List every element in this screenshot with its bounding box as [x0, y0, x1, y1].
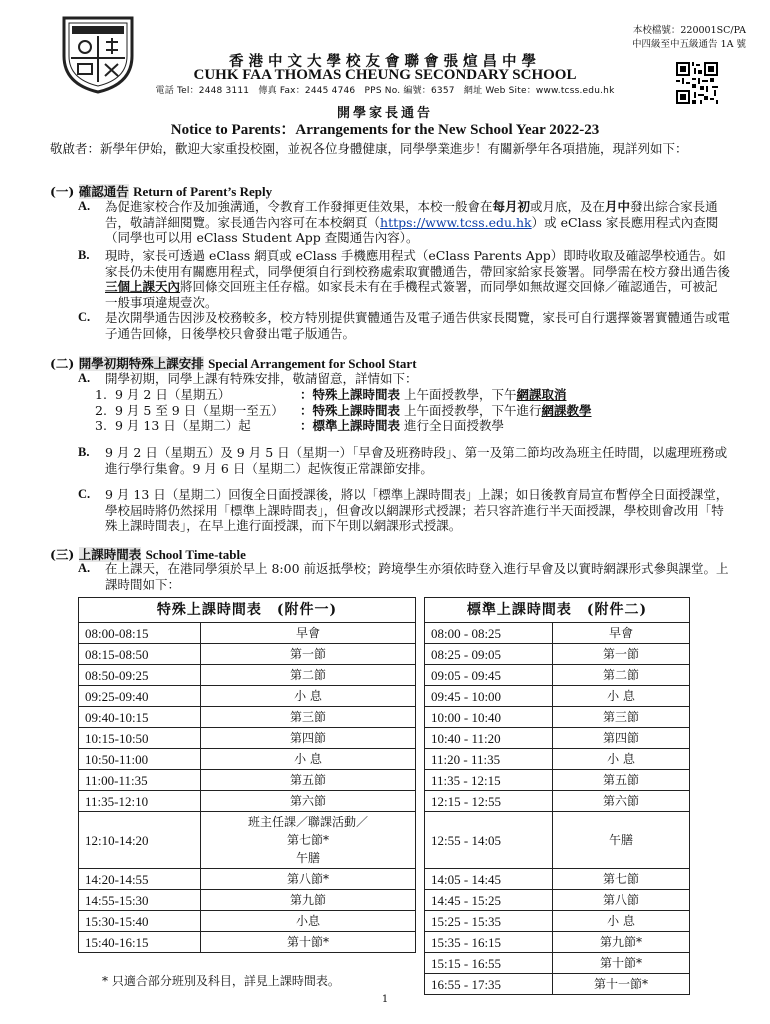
section-title-english: Special Arrangement for School Start [208, 356, 417, 371]
section-2-item-a: A. 開學初期，同學上課有特殊安排，敬請留意，詳情如下： [78, 371, 418, 386]
table-row: 12:55 - 14:05 午膳 [425, 812, 690, 869]
bold-text: 月中 [605, 199, 631, 214]
section-1-item-c: C. 是次開學通告因涉及校務較多，校方特別提供實體通告及電子通告供家長閱覽，家長可自行選擇簽署實體通告或電子通告回條，日後學校只會發出電子版通告。 [78, 310, 731, 341]
underlined-text: 三個上課天內 [105, 279, 181, 294]
table-row: 08:25 - 09:05 第一節 [425, 644, 690, 665]
table-row: 10:50-11:00 小 息 [79, 749, 416, 770]
notice-title-english: Notice to Parents：Arrangements for the New School Year 2022-23 [170, 122, 600, 138]
school-contact-line: 電話 Tel：2448 3111 傳真 Fax：2445 4746 PPS No. 編號：6357 網址 Web Site：www.tcss.edu.hk [155, 86, 615, 96]
table-row: 09:45 - 10:00 小 息 [425, 686, 690, 707]
section-title-chinese: 上課時間表 [78, 547, 142, 562]
school-name-chinese: 香港中文大學校友會聯會張煊昌中學 [229, 53, 541, 70]
section-1-heading [50, 182, 272, 200]
section-number: (一) [50, 184, 75, 199]
page-number: 1 [381, 994, 389, 1005]
table-row: 15:35 - 16:15 第九節* [425, 932, 690, 953]
table-row: 09:40-10:15 第三節 [79, 707, 416, 728]
section-title-english: School Time-table [145, 547, 246, 562]
table-row: 14:55-15:30 第九節 [79, 890, 416, 911]
table-row: 11:20 - 11:35 小 息 [425, 749, 690, 770]
section-title-chinese: 確認通告 [78, 184, 129, 199]
school-name-english: CUHK FAA THOMAS CHEUNG SECONDARY SCHOOL [193, 67, 577, 83]
section-2-heading [50, 354, 417, 372]
table-row: 11:00-11:35 第五節 [79, 770, 416, 791]
section-3-item-a: A. 在上課天，在港同學須於早上 8:00 前返抵學校；跨境學生亦須依時登入進行早會及以實時網課形式參與課堂。上課時間如下： [78, 561, 729, 592]
section-1-item-b: B. 現時，家長可透過 eClass 網頁或 eClass 手機應用程式（eClass Parents App）即時收取及確認學校通告。如家長仍未使用有關應用程式，同學便須自行到校務處索取實體通告，帶回家給家長簽署。同學需在校方發出通告後三個上課天內將回條交回班主任存檔。如家長未有在手機程式簽署，而同學如無故遲交回條／確認通告，可被記一般事項違規壹次。 [78, 248, 731, 310]
item-label: A. [78, 371, 91, 385]
table-row: 12:10-14:20 班主任課／聯課活動／ 第七節* 午膳 [79, 812, 416, 869]
table-row: 14:20-14:55 第八節* [79, 869, 416, 890]
document-reference [632, 24, 746, 52]
date-row: 3. 9 月 13 日（星期二）起 ：標準上課時間表 進行全日面授教學 [95, 418, 504, 433]
table-row: 16:55 - 17:35 第十一節* [425, 974, 690, 995]
table-row: 08:00 - 08:25 早會 [425, 623, 690, 644]
table-row: 10:00 - 10:40 第三節 [425, 707, 690, 728]
table-row: 15:25 - 15:35 小 息 [425, 911, 690, 932]
table-row: 11:35-12:10 第六節 [79, 791, 416, 812]
table-title: 特殊上課時間表 (附件一) [79, 598, 416, 623]
section-title-english: Return of Parent’s Reply [133, 184, 273, 199]
section-number: (三) [50, 547, 75, 562]
table-row: 12:15 - 12:55 第六節 [425, 791, 690, 812]
standard-timetable [424, 597, 690, 995]
item-label: A. [78, 561, 91, 575]
item-label: B. [78, 445, 90, 459]
section-2-item-c: C. 9 月 13 日（星期二）回復全日面授課後，將以「標準上課時間表」上課；如日後教育局宣布暫停全日面授課堂，學校屆時將仍然採用「標準上課時間表」，但會改以網課形式授課；若只容許進行半天面授課，學校則會改用「特殊上課時間表」，在早上進行面授課，而下午則以網課形式授課。 [78, 487, 729, 533]
school-website-link[interactable]: https://www.tcss.edu.hk [380, 214, 532, 230]
table-row: 08:00-08:15 早會 [79, 623, 416, 644]
section-2-item-b: B. 9 月 2 日（星期五）及 9 月 5 日（星期一）「早會及班務時段」、第一及第二節均改為班主任時間，以處理班務或進行學行集會。9 月 6 日（星期二）起恢復正常課節安排。 [78, 445, 728, 476]
special-dates-list [95, 387, 735, 434]
table-row: 09:05 - 09:45 第二節 [425, 665, 690, 686]
table-row: 08:15-08:50 第一節 [79, 644, 416, 665]
table-row: 10:40 - 11:20 第四節 [425, 728, 690, 749]
qr-code-icon[interactable] [676, 62, 718, 104]
table-row: 15:15 - 16:55 第十節* [425, 953, 690, 974]
table-row: 14:45 - 15:25 第八節 [425, 890, 690, 911]
table-row: 14:05 - 14:45 第七節 [425, 869, 690, 890]
table-row: 15:40-16:15 第十節* [79, 932, 416, 953]
table-row: 08:50-09:25 第二節 [79, 665, 416, 686]
item-label: C. [78, 487, 91, 501]
special-timetable [78, 597, 416, 953]
date-row: 2. 9 月 5 至 9 日（星期一至五） ：特殊上課時間表 上午面授教學，下午進行網課教學 [95, 402, 592, 418]
item-label: A. [78, 199, 91, 213]
table-row: 15:30-15:40 小息 [79, 911, 416, 932]
notice-title-chinese: 開學家長通告 [336, 106, 433, 121]
file-number: 本校檔號：220001SC/PA [632, 25, 746, 36]
table-row: 11:35 - 12:15 第五節 [425, 770, 690, 791]
table-row: 09:25-09:40 小 息 [79, 686, 416, 707]
section-number: (二) [50, 356, 75, 371]
salutation-paragraph: 敬啟者：新學年伊始，歡迎大家重投校園，並祝各位身體健康，同學學業進步！有關新學年各項措施，現詳列如下： [50, 141, 688, 156]
table-row: 10:15-10:50 第四節 [79, 728, 416, 749]
section-1-item-a: A. 為促進家校合作及加強溝通，令教育工作發揮更佳效果，本校一般會在每月初或月底，及在月中發出綜合家長通告，敬請詳細閱覽。家長通告內容可在本校網頁（https://www.tcss.edu.hk）或 eClass 家長應用程式內查閱（同學也可以用 eClass Student App 查閱通告內容）。 [78, 199, 719, 245]
footnote: * 只適合部分班別及科目，詳見上課時間表。 [102, 974, 340, 988]
table-title: 標準上課時間表 (附件二) [425, 598, 690, 623]
bold-text: 每月初 [492, 199, 531, 214]
item-label: C. [78, 310, 91, 324]
date-row: 1. 9 月 2 日（星期五） ：特殊上課時間表 上午面授教學，下午網課取消 [95, 387, 567, 402]
item-label: B. [78, 248, 90, 262]
section-title-chinese: 開學初期特殊上課安排 [78, 356, 204, 371]
circular-number: 中四級至中五級通告 1A 號 [632, 39, 746, 50]
